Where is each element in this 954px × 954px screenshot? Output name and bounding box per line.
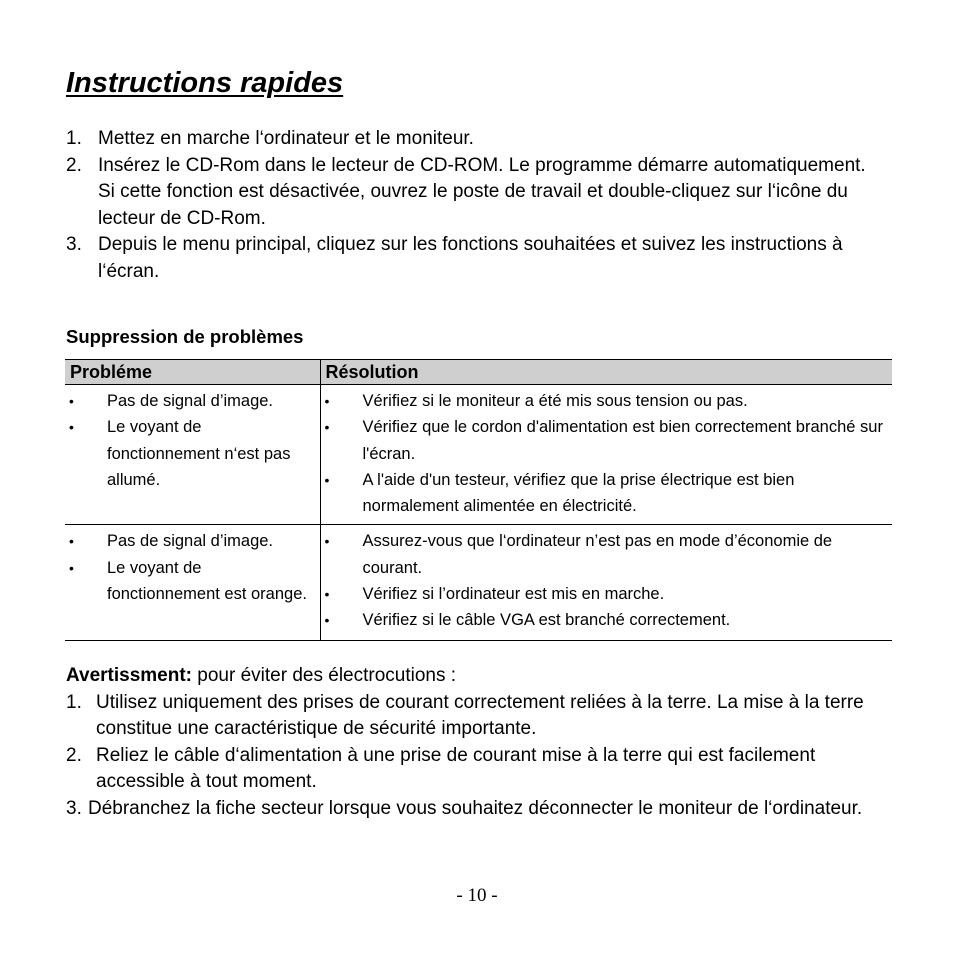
problem-text: Le voyant de fonctionnement est orange. bbox=[107, 558, 307, 604]
troubleshooting-heading: Suppression de problèmes bbox=[66, 326, 304, 347]
warning-item bbox=[66, 796, 886, 823]
table-header-row bbox=[65, 360, 892, 385]
problem-item bbox=[65, 414, 320, 493]
problem-text: Pas de signal d’image. bbox=[107, 532, 274, 551]
solution-text: A l'aide d'un testeur, vérifiez que la prise électrique est bien normalement alimentée en électricité. bbox=[362, 470, 795, 516]
quick-steps-list bbox=[66, 126, 866, 285]
problem-item bbox=[65, 528, 320, 554]
solution-item bbox=[321, 607, 893, 633]
page-number: - 10 - bbox=[456, 885, 498, 906]
solution-text: Vérifiez si le câble VGA est branché correctement. bbox=[362, 611, 731, 630]
table-row bbox=[65, 385, 892, 525]
warning-label: Avertissment: bbox=[66, 665, 193, 686]
solution-text: Vérifiez que le cordon d'alimentation est bien correctement branché sur l'écran. bbox=[362, 418, 883, 463]
problem-text: Pas de signal d’image. bbox=[107, 392, 274, 410]
problem-item bbox=[65, 555, 320, 608]
column-header-problem: Probléme bbox=[65, 360, 320, 385]
solution-text: Vérifiez si l’ordinateur est mis en marche. bbox=[362, 585, 665, 604]
step-item bbox=[66, 126, 866, 153]
bullet-icon: • bbox=[324, 612, 330, 629]
warning-intro bbox=[66, 663, 886, 690]
warning-intro-text: pour éviter des électrocutions : bbox=[192, 665, 457, 686]
bullet-icon: • bbox=[69, 419, 74, 436]
problem-item bbox=[65, 388, 320, 414]
problem-text: Le voyant de fonctionnement n‘est pas allumé. bbox=[107, 418, 291, 489]
warning-item bbox=[66, 743, 886, 796]
step-number: 3. bbox=[66, 234, 82, 255]
problem-cell bbox=[65, 385, 320, 525]
step-item bbox=[66, 232, 866, 285]
bullet-icon: • bbox=[324, 419, 330, 436]
troubleshooting-table bbox=[65, 359, 892, 641]
problem-cell bbox=[65, 525, 320, 641]
step-text: Insérez le CD-Rom dans le lecteur de CD-ROM. Le programme démarre automatiquement. Si cette fonction est désactivée, ouvrez le poste de travail et double-cliquez sur l‘icône du lecteur de CD-Rom. bbox=[98, 154, 866, 229]
solution-item bbox=[321, 528, 893, 581]
warning-list bbox=[66, 690, 886, 823]
warning-number: 2. bbox=[66, 744, 82, 766]
bullet-icon: • bbox=[69, 393, 74, 409]
solution-item bbox=[321, 388, 893, 414]
warning-section bbox=[66, 663, 886, 822]
bullet-icon: • bbox=[69, 559, 74, 576]
solution-text: Vérifiez si le moniteur a été mis sous tension ou pas. bbox=[362, 392, 748, 410]
warning-number: 3. bbox=[66, 797, 82, 819]
warning-text: Débranchez la fiche secteur lorsque vous souhaitez déconnecter le moniteur de l‘ordinateur. bbox=[88, 797, 863, 819]
bullet-icon: • bbox=[324, 533, 330, 550]
warning-text: Reliez le câble d‘alimentation à une prise de courant mise à la terre qui est facilement accessible à tout moment. bbox=[96, 744, 816, 792]
step-number: 1. bbox=[66, 128, 82, 149]
bullet-icon: • bbox=[324, 586, 330, 603]
step-item bbox=[66, 153, 866, 233]
warning-text: Utilisez uniquement des prises de courant correctement reliées à la terre. La mise à la terre constitue une caractéristique de sécurité importante. bbox=[96, 691, 864, 739]
solution-item bbox=[321, 414, 893, 467]
warning-item bbox=[66, 690, 886, 743]
step-number: 2. bbox=[66, 154, 82, 176]
solution-cell bbox=[320, 385, 892, 525]
bullet-icon: • bbox=[324, 393, 330, 409]
step-text: Mettez en marche l‘ordinateur et le moniteur. bbox=[98, 128, 474, 149]
solution-cell bbox=[320, 525, 892, 641]
bullet-icon: • bbox=[69, 533, 74, 550]
bullet-icon: • bbox=[324, 471, 330, 488]
solution-text: Assurez-vous que l‘ordinateur n’est pas en mode d’économie de courant. bbox=[362, 532, 833, 577]
step-text: Depuis le menu principal, cliquez sur les fonctions souhaitées et suivez les instructions à l‘écran. bbox=[98, 234, 843, 282]
table-row bbox=[65, 525, 892, 641]
solution-item bbox=[321, 581, 893, 607]
column-header-resolution: Résolution bbox=[320, 360, 892, 385]
solution-item bbox=[321, 467, 893, 520]
warning-number: 1. bbox=[66, 691, 82, 713]
page-title: Instructions rapides bbox=[66, 67, 344, 99]
